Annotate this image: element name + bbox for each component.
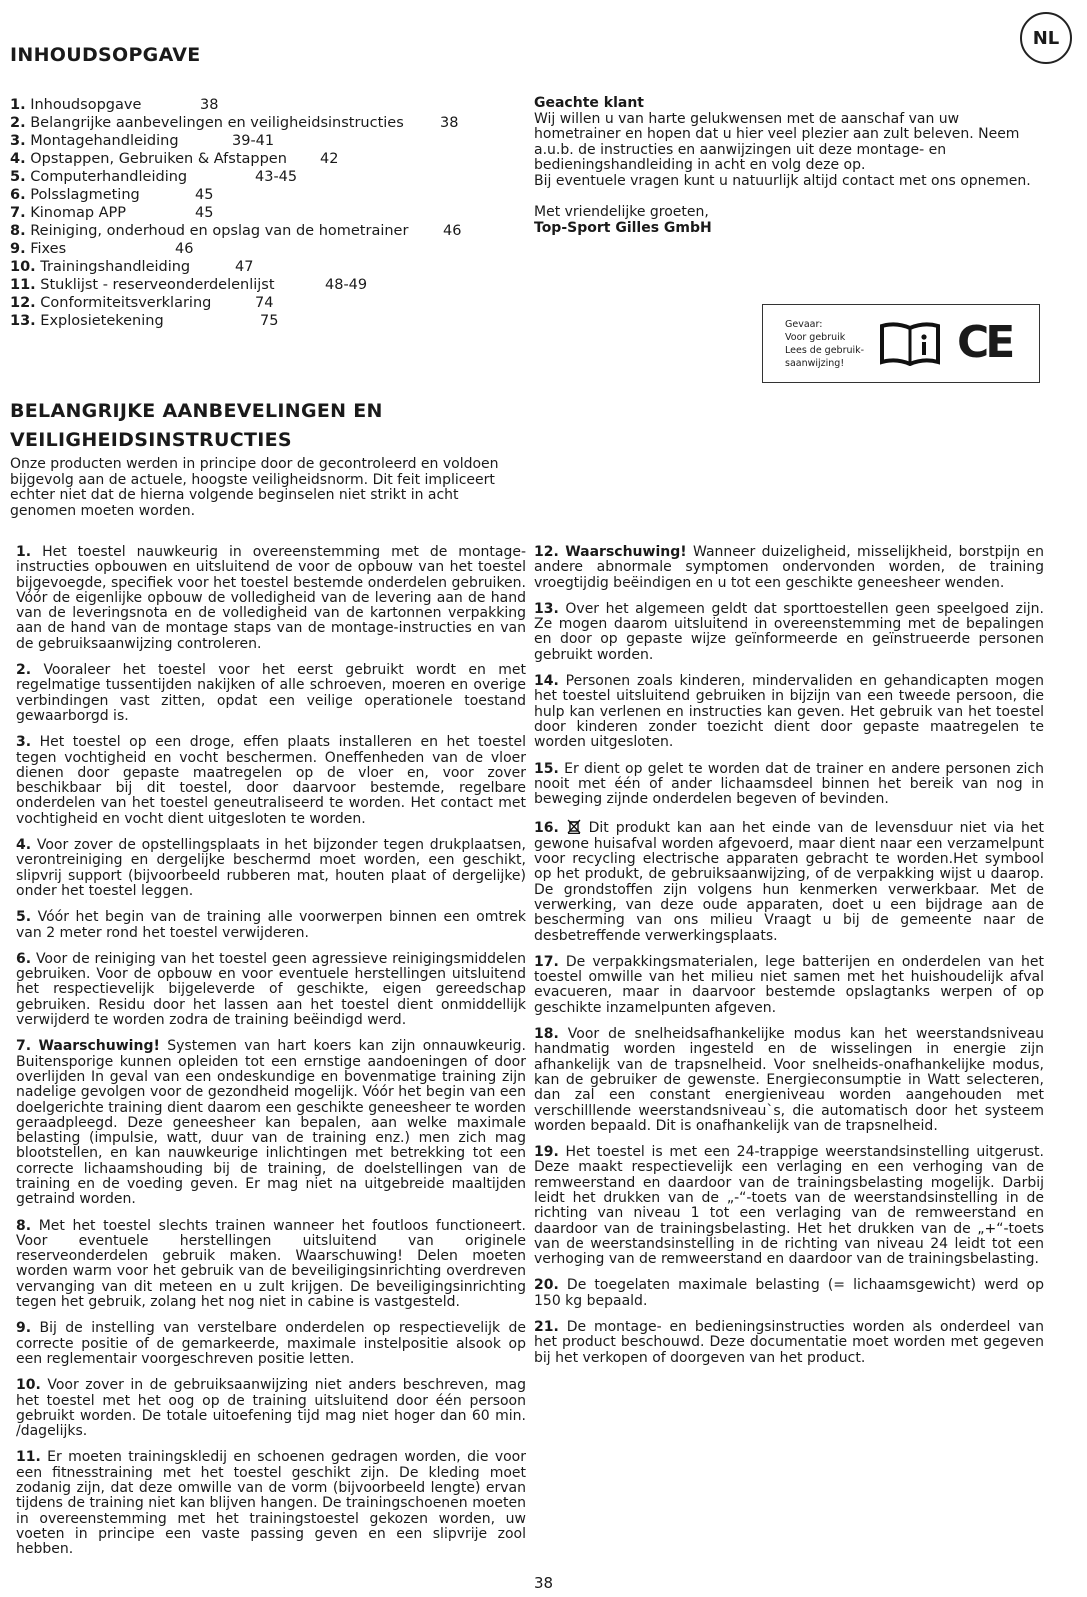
- language-badge: NL: [1020, 12, 1072, 64]
- safety-item-number: 14.: [534, 673, 559, 690]
- safety-item-text: Voor zover de opstellingsplaats in het bijzonder tegen drukplaatsen, verontreiniging en dergelijke beschermd moet worden, een geschikt, slipvrij support (bijvoorbeeld rubberen mat, houten plaat of dergelijke) onder het toestel leggen.: [16, 837, 526, 899]
- toc-item: [10, 276, 368, 294]
- safety-item: [534, 1320, 1044, 1366]
- toc-item: [10, 132, 275, 150]
- warning-text: Gevaar: Voor gebruik Lees de gebruik- saanwijzing!: [785, 319, 865, 369]
- safety-item: [534, 1145, 1044, 1267]
- safety-item-text: Wanneer duizeligheid, misselijkheid, borstpijn en andere abnormale symptomen ondervonden worden, de training vroegtijdig beëindigen en u tot een geschikte geneesheer wenden.: [534, 544, 1045, 591]
- safety-item: [534, 955, 1044, 1016]
- safety-item-number: 20.: [534, 1277, 559, 1294]
- safety-item: [16, 910, 526, 941]
- greeting-body-contact: Bij eventuele vragen kunt u natuurlijk altijd contact met ons opnemen.: [534, 172, 1031, 189]
- toc-item: [10, 240, 194, 258]
- toc-item-page: 38: [200, 97, 219, 113]
- safety-item-number: 8.: [16, 1217, 32, 1234]
- toc-item-number: 12.: [10, 295, 36, 311]
- safety-item-number: 15.: [534, 760, 559, 777]
- safety-item: [16, 838, 526, 899]
- toc-item: [10, 96, 219, 114]
- safety-item-number: 16.: [534, 820, 559, 837]
- safety-item-text: De toegelaten maximale belasting (= lichaamsgewicht) werd op 150 kg bepaald.: [534, 1277, 1045, 1309]
- greeting-block: [534, 96, 1044, 236]
- safety-item-text: Systemen van hart koers kan zijn onnauwkeurig. Buitensporige kunnen opleiden tot een ernstige aandoeningen of door overlijden In geval van een ondeskundige en bovenmatige training zijn nadelige gevolgen voor de gezondheid mogelijk. Vóór het begin van een doelgerichte training dient daarom een geschikte geneesheer te worden geraadpleegd. Deze geneesheer kan bepalen, aan welke maximale belasting (impulsie, watt, duur van de training enz.) men zich mag blootstellen, en kan nauwkeurige inlichtingen met betrekking tot een correcte lichaamshouding bij de training, de doelstellingen van de training en de voeding geven. Er mag niet na uitgebreide maaltijden getraind worden.: [16, 1038, 527, 1208]
- safety-item-text: De montage- en bedieningsinstructies worden als onderdeel van het product beschouwd. Deze documentatie moet worden met gegeven bij het verkopen of doorgeven van het product.: [534, 1319, 1044, 1366]
- safety-item-text: Er dient op gelet te worden dat de trainer en andere personen zich nooit met één of ander lichaamsdeel binnen het bereik van nog in beweging zijnde onderdelen begeven of bevinden.: [534, 760, 1045, 808]
- toc-item-page: 46: [175, 241, 194, 257]
- toc-item-label: Belangrijke aanbevelingen en veiligheidsinstructies: [30, 115, 404, 131]
- toc-item-number: 8.: [10, 223, 26, 239]
- safety-item: [16, 1450, 526, 1557]
- safety-item-number: 6.: [16, 950, 32, 967]
- safety-item-text: Vóór het begin van de training alle voorwerpen binnen een omtrek van 2 meter rond het toestel verwijderen.: [16, 909, 526, 941]
- safety-item: [534, 1027, 1044, 1134]
- toc-item: [10, 312, 279, 330]
- safety-item: [534, 762, 1044, 808]
- toc-item-number: 13.: [10, 313, 36, 329]
- toc-title: INHOUDSOPGAVE: [10, 44, 201, 66]
- safety-item-number: 5.: [16, 909, 32, 926]
- toc-item-label: Stuklijst - reserveonderdelenlijst: [40, 277, 275, 293]
- toc-item-page: 48-49: [325, 277, 368, 293]
- safety-item-warning: Waarschuwing!: [38, 1038, 160, 1055]
- toc-item-page: 75: [260, 313, 279, 329]
- safety-item-text: Bij de instelling van verstelbare onderdelen op respectievelijk de correcte positie of de gemarkeerde, maximale instelpositie alsook op een reglementair voorgeschreven positie letten.: [16, 1320, 526, 1367]
- toc-item-label: Polsslagmeting: [30, 187, 140, 203]
- greeting-title: Geachte klant: [534, 95, 644, 111]
- safety-item: [534, 1278, 1044, 1309]
- toc-item-label: Fixes: [30, 241, 67, 257]
- toc-item-number: 10.: [10, 259, 36, 275]
- toc-item-page: 39-41: [232, 133, 275, 149]
- toc-item-label: Reiniging, onderhoud en opslag van de hometrainer: [30, 223, 409, 239]
- safety-item-number: 11.: [16, 1449, 41, 1466]
- safety-item-text: Er moeten trainingskledij en schoenen gedragen worden, die voor een fitnesstraining met het toestel geschikt zijn. De kleding moet zodanig zijn, dat deze omwille van de vorm (bijvoorbeeld lengte) ervan tijdens de training niet kan blijven hangen. De trainingschoenen moeten in overeenstemming met het trainingstoestel gekozen worden, uw voeten in principe een vaste passing geven en een slipvrije zool hebben.: [16, 1449, 526, 1558]
- toc-item-page: 46: [443, 223, 462, 239]
- safety-item: [534, 674, 1044, 750]
- toc-item-label: Opstappen, Gebruiken & Afstappen: [30, 151, 287, 167]
- ce-mark: CE: [957, 317, 1012, 368]
- manual-info-icon: [879, 320, 941, 366]
- safety-item-text: Personen zoals kinderen, mindervaliden en gehandicapten mogen het toestel uitsluitend gebruiken in bijzijn van een tweede persoon, die hulp kan verlenen en instructies kan geven. Het gebruik van het toestel door kinderen zonder toezicht dient door gepaste maatregelen te worden uitgesloten.: [534, 673, 1045, 751]
- safety-item: [16, 1219, 526, 1311]
- toc-item-number: 11.: [10, 277, 36, 293]
- safety-item-text: Het toestel is met een 24-trappige weerstandsinstelling uitgerust. Deze maakt respectievelijk een verlaging en een verhoging van de remweerstand en daardoor van de trainingsbelasting mogelijk. Darbij leidt het drukken van de „-“-toets van de weerstandsinstelling in de richting van niveau 1 tot een verlaging van de remweerstand en daardoor van de trainingsbelasting. Het het drukken van de „+“-toets van de weerstandsinstelling in de richting van niveau 24 leidt tot een verhoging van de remweerstand en daardoor van de trainingsbelasting.: [534, 1144, 1044, 1268]
- toc-item-page: 38: [440, 115, 459, 131]
- safety-item-text: Vooraleer het toestel voor het eerst gebruikt wordt en met regelmatige tussentijden nakijken of alle schroeven, moeren en overige verbindingen vast zitten, opdat een veilige operationele toestand gewaarborgd is.: [16, 662, 527, 724]
- safety-item-text: Over het algemeen geldt dat sporttoestellen geen speelgoed zijn. Ze mogen daarom uitsluitend in overeenstemming met de bepalingen en door op gepaste wijze geïnformeerde en geïnstrueerde personen gebruikt worden.: [534, 600, 1045, 663]
- safety-item-text: Dit produkt kan aan het einde van de levensduur niet via het gewone huisafval worden afgevoerd, maar dient naar een verzamelpunt voor recycling electrische apparaten gebracht te worden.Het symbool op het produkt, de gebruiksaanwijzing, of de verpakking wijst u daarop. De grondstoffen zijn volgens hun kenmerken verwerkbaar. Met de verwerking, van deze oude apparaten, doet u een bijdrage aan de bescherming van ons milieu Vraagt u bij de gemeente naar de desbetreffende verwerkingsplaats.: [534, 820, 1044, 944]
- toc-item-page: 45: [195, 205, 214, 221]
- toc-item-label: Kinomap APP: [30, 205, 127, 221]
- toc-item: [10, 258, 254, 276]
- safety-title: BELANGRIJKE AANBEVELINGEN EN VEILIGHEIDSINSTRUCTIES: [10, 400, 383, 451]
- safety-item-text: Het toestel op een droge, effen plaats installeren en het toestel tegen vochtigheid en vocht beschermen. Oneffenheden van de vloer dienen door gepaste maatregelen op de vloer en, voor zover beschikbaar bij dit toestel, door daarvoor bestemde, regelbare onderdelen van het toestel geneutraliseerd te worden. Het contact met vochtigheid en vocht dient uitgesloten te worden.: [16, 734, 526, 827]
- toc-item: [10, 222, 462, 240]
- safety-item-number: 10.: [16, 1377, 41, 1394]
- safety-item-number: 4.: [16, 837, 32, 854]
- toc-item: [10, 294, 274, 312]
- safety-item: [534, 818, 1044, 943]
- company-name: Top-Sport Gilles GmbH: [534, 219, 712, 236]
- safety-item-number: 7.: [16, 1038, 32, 1055]
- toc-item-page: 47: [235, 259, 254, 275]
- safety-item-text: Voor de snelheidsafhankelijke modus kan het weerstandsniveau handmatig worden ingesteld en de wisselingen in energie zijn afhankelijk van de trapsnelheid. Voor snelheids-onafhankelijke modus, kan de gebruiker de gewenste. Energieconsumptie in Watt selecteren, dan zal een constant energieniveau worden aangehouden met verschilllende weerstandsniveau`s, die automatisch door het systeem worden bepaald. Dit is onafhankelijk van de trapsnelheid.: [534, 1026, 1044, 1134]
- toc-item-number: 9.: [10, 241, 26, 257]
- safety-item-warning: Waarschuwing!: [565, 544, 687, 560]
- safety-item-number: 13.: [534, 600, 559, 617]
- safety-item: [16, 952, 526, 1028]
- toc-item: [10, 114, 459, 132]
- safety-item: [16, 663, 526, 724]
- toc-item: [10, 204, 214, 222]
- greeting-body: Wij willen u van harte gelukwensen met de aanschaf van uw hometrainer en hopen dat u hier veel plezier aan zult beleven. Neem a.u.b. de instructies en aanwijzingen uit deze montage- en bedieningshandleiding in acht en volg deze op.: [534, 110, 1020, 173]
- safety-item-number: 1.: [16, 544, 32, 560]
- safety-item: [534, 602, 1044, 663]
- safety-item-number: 17.: [534, 953, 559, 970]
- page-number: 38: [533, 1574, 554, 1592]
- safety-intro: Onze producten werden in principe door de gecontroleerd en voldoen bijgevolg aan de actuele, hoogste veiligheidsnorm. Dit feit impliceert echter niet dat de hierna volgende beginselen niet strikt in acht genomen moeten worden.: [10, 456, 499, 519]
- safety-item-text: Voor de reiniging van het toestel geen agressieve reinigingsmiddelen gebruiken. Voor de opbouw en voor eventuele herstellingen uitsluitend het respectievelijk bijgeleverde of geschikte, eigen gereedschap gebruiken. Residu door het lassen aan het toestel dient onmiddellijk verwijderd te worden zodra de training beëindigd werd.: [16, 950, 527, 1029]
- toc-item-number: 5.: [10, 169, 26, 185]
- toc-item-page: 42: [320, 151, 339, 167]
- toc-item-label: Computerhandleiding: [30, 169, 188, 185]
- safety-column-left: [16, 545, 526, 1569]
- safety-item: [534, 545, 1044, 591]
- safety-item-number: 9.: [16, 1320, 32, 1337]
- toc-item-number: 3.: [10, 133, 26, 149]
- safety-item-text: Met het toestel slechts trainen wanneer het foutloos functioneert. Voor eventuele herstellingen uitsluitend van originele reserveonderdelen gebruik maken. Waarschuwing! Delen moeten worden warm voor het gebruik van de beveiligingsinrichting overdreven vervanging van dit meteen en u zult krijgen. De beveiligingsinrichting tegen het gebruik, zolang het nog niet in cabine is vastgesteld.: [16, 1217, 527, 1311]
- toc-item: [10, 150, 339, 168]
- safety-item-text: Voor zover in de gebruiksaanwijzing niet anders beschreven, mag het toestel met het oog op de training uitsluitend door één persoon gebruikt worden. De totale uitoefening tijd mag niet hoger dan 60 min. /dagelijks.: [16, 1377, 527, 1440]
- safety-item-number: 18.: [534, 1026, 559, 1043]
- safety-item-number: 2.: [16, 662, 32, 679]
- toc-item-number: 1.: [10, 97, 26, 113]
- toc-item-label: Conformiteitsverklaring: [40, 295, 212, 311]
- toc-item-number: 6.: [10, 187, 26, 203]
- toc-item: [10, 186, 214, 204]
- toc-item-number: 7.: [10, 205, 26, 221]
- toc-item-number: 4.: [10, 151, 26, 167]
- toc-item-number: 2.: [10, 115, 26, 131]
- safety-item-text: De verpakkingsmaterialen, lege batterijen en onderdelen van het toestel omwille van het milieu niet samen met het huishoudelijk afval evacueren, maar in daarvoor bestemde opslagtanks werpen of op geschikte inzamelpunten afgeven.: [534, 953, 1044, 1016]
- safety-item-text: Het toestel nauwkeurig in overeenstemming met de montage-instructies opbouwen en uitsluitend de voor de opbouw van het toestel bijgevoegde, specifiek voor het toestel bestemde onderdelen gebruiken. Vóór de eigenlijke opbouw de volledigheid van de levering aan de hand van de leveringsnota en de volledigheid van de kartonnen verpakking aan de hand van de montage staps van de montage-instructies en van de gebruiksaanwijzing controleren.: [16, 544, 527, 652]
- safety-item: [16, 1378, 526, 1439]
- safety-item: [16, 1321, 526, 1367]
- toc-item-label: Montagehandleiding: [30, 133, 179, 149]
- safety-item-number: 3.: [16, 734, 32, 751]
- toc-item-label: Trainingshandleiding: [40, 259, 191, 275]
- toc-item-page: 45: [195, 187, 214, 203]
- safety-item: [16, 545, 526, 652]
- safety-item-number: 19.: [534, 1144, 559, 1161]
- safety-item: [16, 1039, 526, 1207]
- safety-item-number: 21.: [534, 1319, 559, 1336]
- safety-item-number: 12.: [534, 544, 559, 560]
- toc-item-page: 74: [255, 295, 274, 311]
- wheelie-bin-crossed-icon: [566, 818, 582, 834]
- toc-item-label: Explosietekening: [40, 313, 164, 329]
- safety-column-right: [534, 545, 1044, 1377]
- toc-item-page: 43-45: [255, 169, 298, 185]
- toc-item: [10, 168, 298, 186]
- toc-item-label: Inhoudsopgave: [30, 97, 142, 113]
- greeting-closing: Met vriendelijke groeten,: [534, 204, 709, 220]
- warning-box: [762, 304, 1040, 383]
- safety-item: [16, 735, 526, 827]
